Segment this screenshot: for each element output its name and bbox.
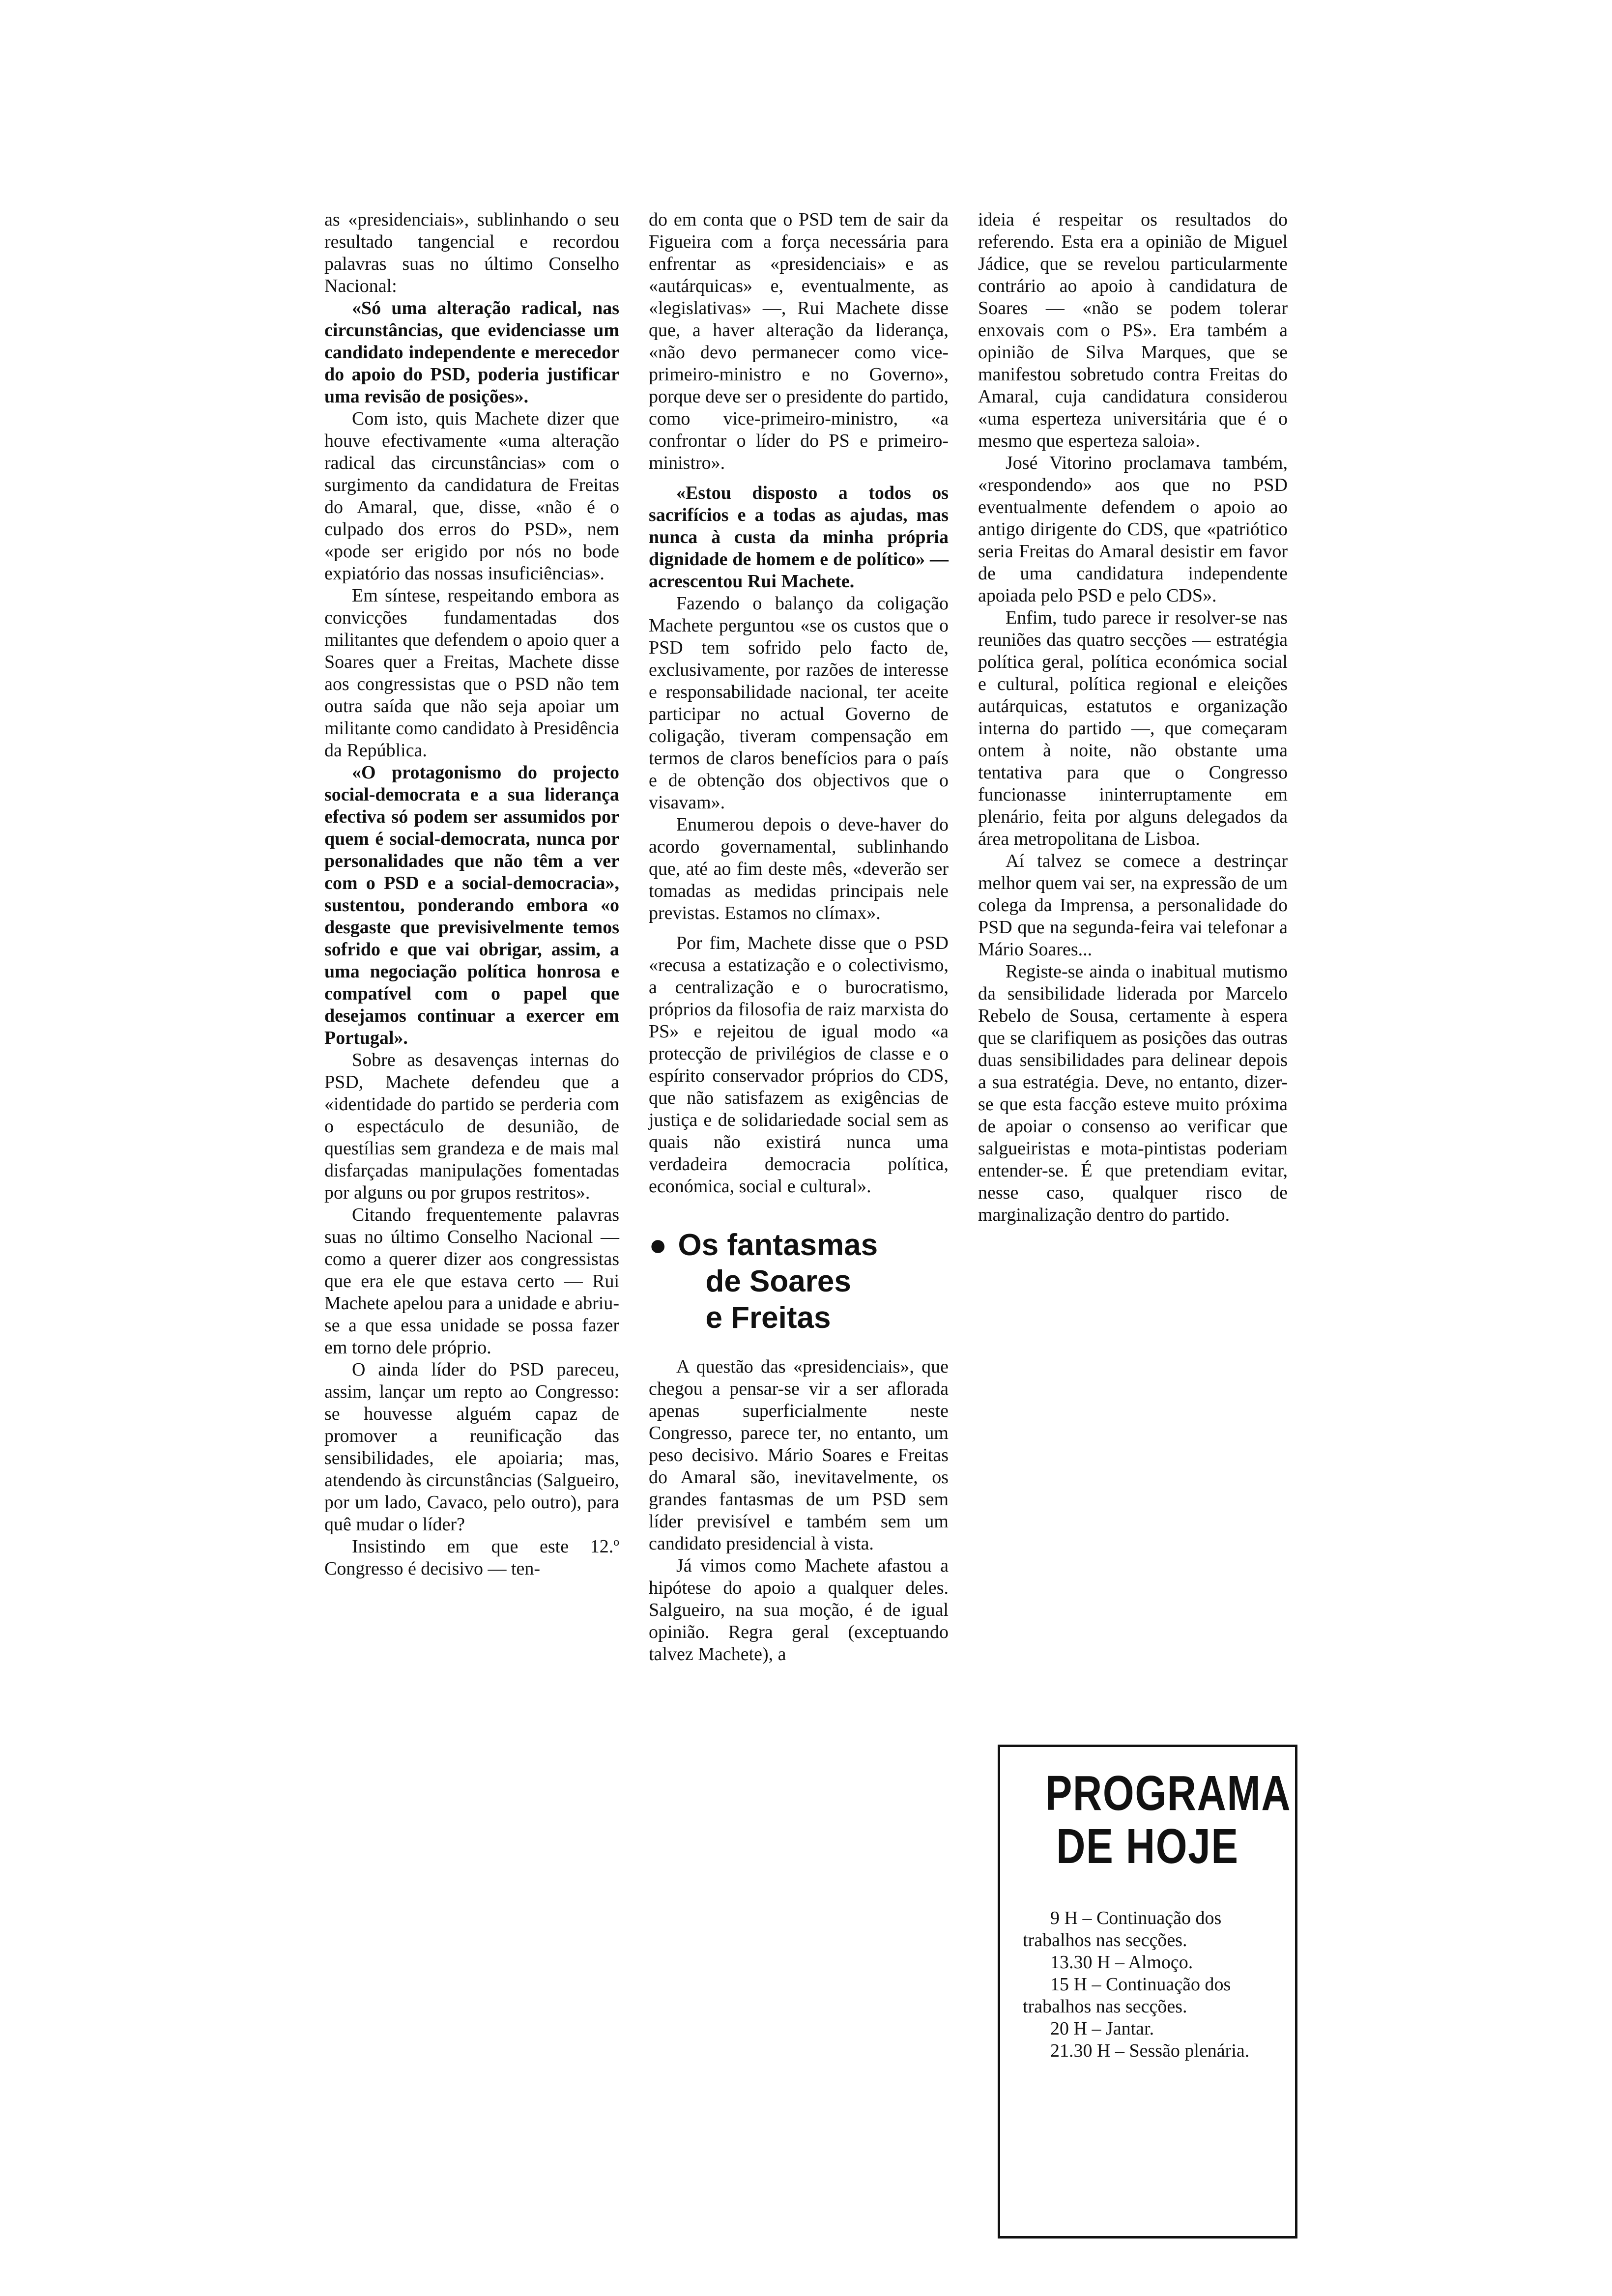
- schedule-item: 21.30 H – Sessão plenária.: [1050, 2040, 1250, 2061]
- schedule-item: 20 H – Jantar.: [1050, 2018, 1154, 2039]
- paragraph: A questão das «presidenciais», que chegou a pensar-se vir a ser aflorada apenas superficialmente neste Congresso, parece ter, no entanto, um peso decisivo. Mário Soares e Freitas do Amaral são, inevitavelmente, os grandes fantasmas de um PSD sem líder previsível e também sem um candidato presidencial à vista.: [649, 1356, 949, 1554]
- paragraph-quote: «Só uma alteração radical, nas circunstâncias, que evidenciasse um candidato independente e merecedor do apoio do PSD, poderia justificar uma revisão de posições».: [324, 298, 619, 407]
- article-column-3: [978, 209, 1288, 1226]
- paragraph: Insistindo em que este 12.º Congresso é decisivo — ten-: [324, 1536, 619, 1579]
- programa-title: [1045, 1766, 1292, 1874]
- programa-title-line: DE HOJE: [1056, 1819, 1239, 1874]
- paragraph: José Vitorino proclamava também, «respondendo» aos que no PSD eventualmente defendem o apoio ao antigo dirigente do CDS, que «patriótico seria Freitas do Amaral desistir em favor de uma candidatura independente apoiada pelo PSD e pelo CDS».: [978, 453, 1288, 606]
- schedule-item: 13.30 H – Almoço.: [1050, 1952, 1193, 1973]
- paragraph-quote: «O protagonismo do projecto social-democrata e a sua liderança efectiva só podem ser assumidos por quem é social-democrata, nunca por personalidades que não têm a ver com o PSD e a social-democracia», sustentou, ponderando embora «o desgaste que previsivelmente temos sofrido e que vai obrigar, assim, a uma negociação política honrosa e compatível com o papel que desejamos continuar a exercer em Portugal».: [324, 762, 619, 1048]
- paragraph: Com isto, quis Machete dizer que houve efectivamente «uma alteração radical das circunstâncias» com o surgimento da candidatura de Freitas do Amaral, que, disse, «não é o culpado dos erros do PSD», nem «pode ser erigido por nós no bode expiatório das nossas insuficiências».: [324, 408, 619, 584]
- bullet-icon: ●: [649, 1228, 667, 1262]
- paragraph: Em síntese, respeitando embora as convicções fundamentadas dos militantes que defendem o apoio quer a Soares quer a Freitas, Machete disse aos congressistas que o PSD não tem outra saída que não seja apoiar um militante como candidato à Presidência da República.: [324, 585, 619, 761]
- paragraph: Citando frequentemente palavras suas no último Conselho Nacional — como a querer dizer aos congressistas que era ele que estava certo — Rui Machete apelou para a unidade e abriu-se a que essa unidade se possa fazer em torno dele próprio.: [324, 1205, 619, 1358]
- paragraph: Sobre as desavenças internas do PSD, Machete defendeu que a «identidade do partido se perderia com o espectáculo de desunião, de questílias sem grandeza e de mais mal disfarçadas manipulações fomentadas por alguns ou por grupos restritos».: [324, 1050, 619, 1203]
- article-column-2: [649, 209, 949, 1665]
- section-heading-line: de Soares: [705, 1264, 851, 1298]
- paragraph-quote: «Estou disposto a todos os sacrifícios e a todas as ajudas, mas nunca à custa da minha própria dignidade de homem e de político» — acrescentou Rui Machete.: [649, 483, 949, 592]
- programa-box: [998, 1745, 1297, 2239]
- paragraph: Por fim, Machete disse que o PSD «recusa a estatização e o colectivismo, a centralização e o burocratismo, próprios da filosofia de raiz marxista do PS» e rejeitou de igual modo «a protecção de privilégios de classe e o espírito conservador próprios do CDS, que não satisfazem as exigências de justiça e de solidariedade social sem as quais não existirá nunca uma verdadeira democracia política, económica, social e cultural».: [649, 933, 949, 1197]
- paragraph: ideia é respeitar os resultados do referendo. Esta era a opinião de Miguel Jádice, que se revelou particularmente contrário ao apoio à candidatura de Soares — «não se podem tolerar enxovais com o PS». Era também a opinião de Silva Marques, que se manifestou sobretudo contra Freitas do Amaral, cuja candidatura considerou «uma esperteza universitária que é o mesmo que esperteza saloia».: [978, 209, 1288, 451]
- paragraph: do em conta que o PSD tem de sair da Figueira com a força necessária para enfrentar as «presidenciais» e as «autárquicas» e, eventualmente, as «legislativas» —, Rui Machete disse que, a haver alteração da liderança, «não devo permanecer como vice-primeiro-ministro e no Governo», porque deve ser o presidente do partido, como vice-primeiro-ministro, «a confrontar o líder do PS e primeiro-ministro».: [649, 209, 949, 473]
- section-heading: [649, 1227, 949, 1336]
- paragraph: O ainda líder do PSD pareceu, assim, lançar um repto ao Congresso: se houvesse alguém capaz de promover a reunificação das sensibilidades, ele apoiaria; mas, atendendo às circunstâncias (Salgueiro, por um lado, Cavaco, pelo outro), para quê mudar o líder?: [324, 1359, 619, 1535]
- paragraph: Enfim, tudo parece ir resolver-se nas reuniões das quatro secções — estratégia política geral, política económica social e cultural, política regional e eleições autárquicas, estatutos e organização interna do partido —, que começaram ontem à noite, não obstante uma tentativa para que o Congresso funcionasse ininterruptamente em plenário, feita por alguns delegados da área metropolitana de Lisboa.: [978, 607, 1288, 849]
- paragraph: Aí talvez se comece a destrinçar melhor quem vai ser, na expressão de um colega da Imprensa, a personalidade do PSD que na segunda-feira vai telefonar a Mário Soares...: [978, 851, 1288, 960]
- paragraph: Enumerou depois o deve-haver do acordo governamental, sublinhando que, até ao fim deste mês, «deverão ser tomadas as medidas principais nele previstas. Estamos no clímax».: [649, 814, 949, 923]
- paragraph: as «presidenciais», sublinhando o seu resultado tangencial e recordou palavras suas no último Conselho Nacional:: [324, 209, 619, 296]
- section-heading-line: Os fantasmas: [678, 1228, 878, 1262]
- paragraph: Registe-se ainda o inabitual mutismo da sensibilidade liderada por Marcelo Rebelo de Sousa, certamente à espera que se clarifiquem as posições das outras duas sensibilidades para delinear depois a sua estratégia. Deve, no entanto, dizer-se que esta facção esteve muito próxima de apoiar o consenso ao verificar que salgueiristas e mota-pintistas poderiam entender-se. É que pretendiam evitar, nesse caso, qualquer risco de marginalização dentro do partido.: [978, 961, 1288, 1225]
- article-column-1: [324, 209, 619, 1580]
- schedule-item: 15 H – Continuação dos trabalhos nas secções.: [1023, 1974, 1231, 2017]
- schedule-list: [1023, 1907, 1272, 2062]
- programa-title-line: PROGRAMA: [1045, 1766, 1292, 1821]
- schedule-item: 9 H – Continuação dos trabalhos nas secções.: [1023, 1908, 1222, 1951]
- paragraph: Fazendo o balanço da coligação Machete perguntou «se os custos que o PSD tem sofrido pelo facto de, exclusivamente, por razões de interesse e responsabilidade nacional, ter aceite participar no actual Governo de coligação, tiveram compensação em termos de claros benefícios para o país e de obtenção dos objectivos que o visavam».: [649, 593, 949, 813]
- paragraph: Já vimos como Machete afastou a hipótese do apoio a qualquer deles. Salgueiro, na sua moção, é de igual opinião. Regra geral (exceptuando talvez Machete), a: [649, 1555, 949, 1665]
- section-heading-line: e Freitas: [705, 1301, 831, 1335]
